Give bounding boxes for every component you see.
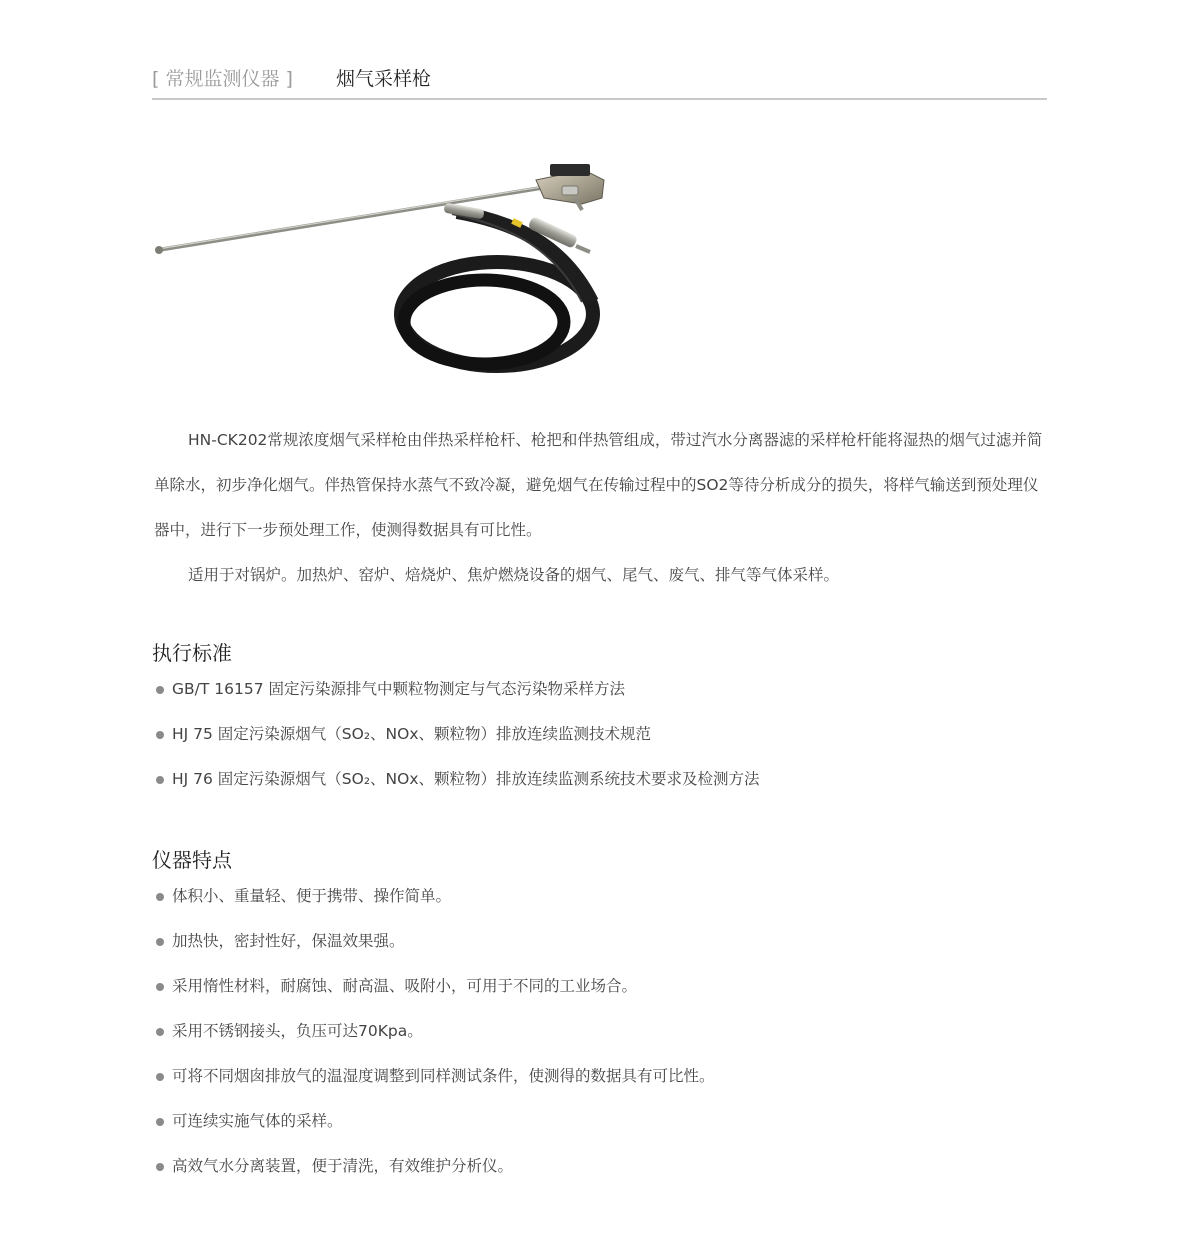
bullet-icon xyxy=(156,686,164,694)
list-item: 可将不同烟囱排放气的温湿度调整到同样测试条件，使测得的数据具有可比性。 xyxy=(156,1064,715,1109)
intro-paragraph-2: 适用于对锅炉。加热炉、窑炉、焙烧炉、焦炉燃烧设备的烟气、尾气、废气、排气等气体采样。 xyxy=(188,566,840,584)
list-item: 加热快，密封性好，保温效果强。 xyxy=(156,929,715,974)
list-item: 体积小、重量轻、便于携带、操作简单。 xyxy=(156,884,715,929)
bullet-icon xyxy=(156,983,164,991)
list-item: 高效气水分离装置，便于清洗，有效维护分析仪。 xyxy=(156,1154,715,1199)
bullet-icon xyxy=(156,731,164,739)
intro-paragraph-1: HN-CK202常规浓度烟气采样枪由伴热采样枪杆、枪把和伴热管组成，带过汽水分离器滤的采样枪杆能将湿热的烟气过滤并简单除水，初步净化烟气。伴热管保持水蒸气不致冷凝，避免烟气在传输过程中的SO2等待分析成分的损失，将样气输送到预处理仪器中，进行下一步预处理工作，使测得数据具有可比性。 xyxy=(154,431,1043,539)
list-item: 采用惰性材料，耐腐蚀、耐高温、吸附小，可用于不同的工业场合。 xyxy=(156,974,715,1019)
intro-text xyxy=(154,418,1047,598)
bullet-icon xyxy=(156,1163,164,1171)
bullet-icon xyxy=(156,776,164,784)
bullet-icon xyxy=(156,1118,164,1126)
list-item: HJ 75 固定污染源烟气（SO₂、NOx、颗粒物）排放连续监测技术规范 xyxy=(156,722,760,767)
bullet-icon xyxy=(156,938,164,946)
standards-heading: 执行标准 xyxy=(152,641,232,665)
features-list xyxy=(156,884,715,1199)
sampling-gun-image xyxy=(152,152,622,382)
breadcrumb[interactable]: [ 常规监测仪器 ] xyxy=(152,68,293,90)
bullet-icon xyxy=(156,1073,164,1081)
list-item: HJ 76 固定污染源烟气（SO₂、NOx、颗粒物）排放连续监测系统技术要求及检测方法 xyxy=(156,767,760,812)
list-item: GB/T 16157 固定污染源排气中颗粒物测定与气态污染物采样方法 xyxy=(156,677,760,722)
features-heading: 仪器特点 xyxy=(152,848,232,872)
bullet-icon xyxy=(156,1028,164,1036)
list-item: 可连续实施气体的采样。 xyxy=(156,1109,715,1154)
standards-list xyxy=(156,677,760,812)
page-header xyxy=(152,62,1047,100)
page-title: 烟气采样枪 xyxy=(336,68,432,90)
bullet-icon xyxy=(156,893,164,901)
list-item: 采用不锈钢接头，负压可达70Kpa。 xyxy=(156,1019,715,1064)
